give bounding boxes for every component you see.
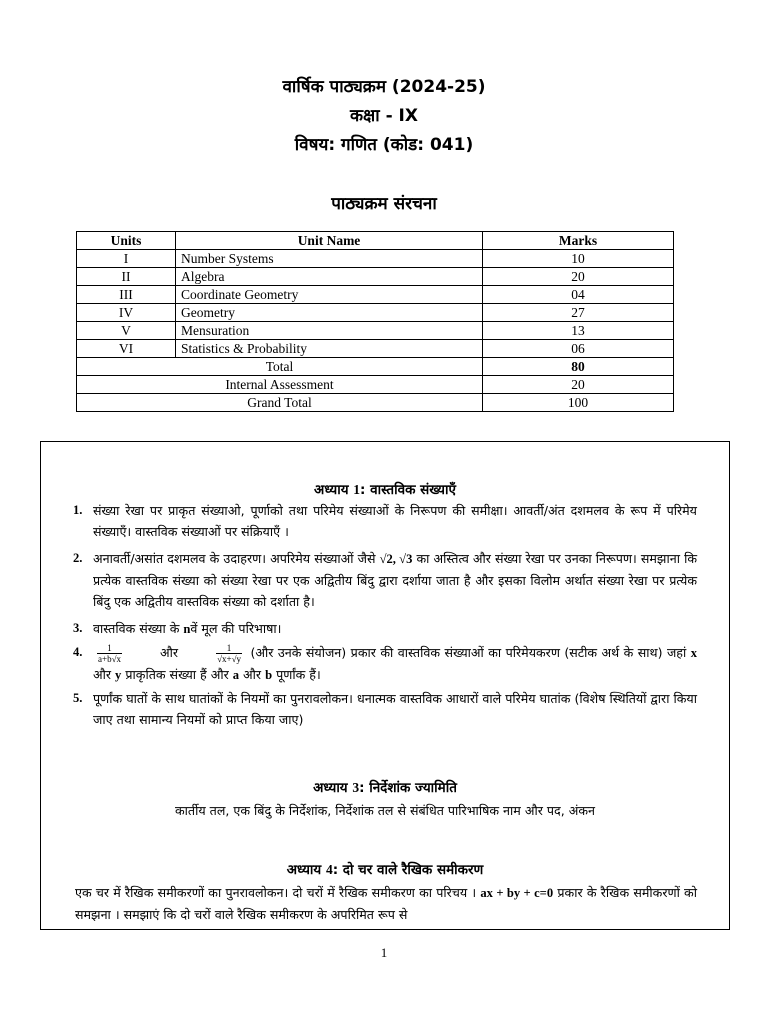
- fraction-one-over-a-plus-b-root-x: $\frac{1}{a+b√x}$: [98, 643, 122, 664]
- grand-total-row: [77, 394, 674, 412]
- structure-heading: पाठ्यक्रम संरचना: [331, 194, 437, 214]
- list-item: 1. संख्या रेखा पर प्राकृत संख्याओ, पूर्णाको तथा परिमेय संख्याओं के निरूपण की समीक्षा। आवर्ती/अंत दशमलव के रूप में परिमेय संख्याएँ। वास्तविक संख्याओं पर संक्रियाएँ ।: [73, 503, 697, 539]
- total-marks: 80: [483, 358, 674, 376]
- list-item: 3. वास्तविक संख्या के nवें मूल की परिभाषा।: [73, 621, 282, 636]
- unit-number: IV: [77, 304, 176, 322]
- unit-number: II: [77, 268, 176, 286]
- unit-name: Mensuration: [176, 322, 483, 340]
- unit-marks: 04: [483, 286, 674, 304]
- grand-total-marks: 100: [483, 394, 674, 412]
- unit-name: Geometry: [176, 304, 483, 322]
- unit-number: I: [77, 250, 176, 268]
- page-title: वार्षिक पाठ्यक्रम (2024-25): [282, 77, 486, 97]
- table-row: [77, 250, 674, 268]
- internal-assessment-label: Internal Assessment: [77, 376, 483, 394]
- unit-marks: 20: [483, 268, 674, 286]
- list-item: 4. $\frac{1}{a+b√x}$ और $\frac{1}{√x+√y}$ (और उनके संयोजन) प्रकार की वास्तविक संख्याओं का परिमेयकरण (सटीक अर्थ के साथ) जहां x और y प्राकृतिक संख्या हैं और a और b पूर्णांक हैं।: [73, 643, 697, 682]
- unit-marks: 10: [483, 250, 674, 268]
- class-heading: कक्षा - IX: [350, 106, 418, 126]
- table-row: [77, 286, 674, 304]
- unit-marks: 27: [483, 304, 674, 322]
- fraction-one-over-root-x-plus-root-y: $\frac{1}{√x+√y}$: [217, 643, 242, 664]
- unit-marks: 13: [483, 322, 674, 340]
- internal-assessment-row: [77, 376, 674, 394]
- table-row: [77, 268, 674, 286]
- syllabus-content-box: [40, 441, 730, 930]
- internal-assessment-marks: 20: [483, 376, 674, 394]
- syllabus-table: [76, 231, 674, 412]
- table-header-row: [77, 232, 674, 250]
- total-row: [77, 358, 674, 376]
- col-header-units: Units: [77, 232, 176, 250]
- unit-name: Statistics & Probability: [176, 340, 483, 358]
- table-row: [77, 322, 674, 340]
- linear-equation: ax + by + c=0: [480, 886, 554, 900]
- grand-total-label: Grand Total: [77, 394, 483, 412]
- unit-name: Coordinate Geometry: [176, 286, 483, 304]
- chapter-4-title: अध्याय 4: दो चर वाले रैखिक समीकरण: [286, 862, 484, 878]
- page-number: 1: [380, 945, 388, 960]
- chapter-1-topic-list: [75, 500, 697, 730]
- unit-number: V: [77, 322, 176, 340]
- table-row: [77, 304, 674, 322]
- subject-heading: विषय: गणित (कोड: 041): [294, 135, 474, 155]
- list-item: 5. पूर्णांक घातों के साथ घातांकों के नियमों का पुनरावलोकन। धनात्मक वास्तविक आधारों वाले परिमेय घातांक (विशेष स्थितियों द्वारा किया जाए तथा सामान्य नियमों को प्राप्त किया जाए): [73, 691, 697, 727]
- chapter-1-title: अध्याय 1: वास्तविक संख्याएँ: [314, 482, 456, 498]
- unit-number: III: [77, 286, 176, 304]
- unit-marks: 06: [483, 340, 674, 358]
- col-header-marks: Marks: [483, 232, 674, 250]
- list-item: 2. अनावर्ती/असांत दशमलव के उदाहरण। अपरिमेय संख्याओं जैसे √2, √3 का अस्तित्व और संख्या रेखा पर उनका निरूपण। समझाना कि प्रत्येक वास्तविक संख्या को संख्या रेखा पर एक अद्वितीय बिंदु द्वारा दर्शाया जाता है और इसका विलोम अर्थात संख्या रेखा पर प्रत्येक बिंदु एक अद्वितीय वास्तविक संख्या को दर्शाता है।: [73, 551, 697, 609]
- table-row: [77, 340, 674, 358]
- chapter-3-topics: कार्तीय तल, एक बिंदु के निर्देशांक, निर्देशांक तल से संबंधित पारिभाषिक नाम और पद, अंकन: [175, 803, 595, 818]
- unit-name: Algebra: [176, 268, 483, 286]
- col-header-unit-name: Unit Name: [176, 232, 483, 250]
- chapter-3-title: अध्याय 3: निर्देशांक ज्यामिति: [313, 780, 457, 796]
- unit-name: Number Systems: [176, 250, 483, 268]
- unit-number: VI: [77, 340, 176, 358]
- chapter-4-topics: एक चर में रैखिक समीकरणों का पुनरावलोकन। दो चरों में रैखिक समीकरण का परिचय । ax + by + c=0 प्रकार के रैखिक समीकरणों को समझना । समझाएं कि दो चरों वाले रैखिक समीकरण के अपरिमित रूप से: [75, 885, 697, 922]
- total-label: Total: [77, 358, 483, 376]
